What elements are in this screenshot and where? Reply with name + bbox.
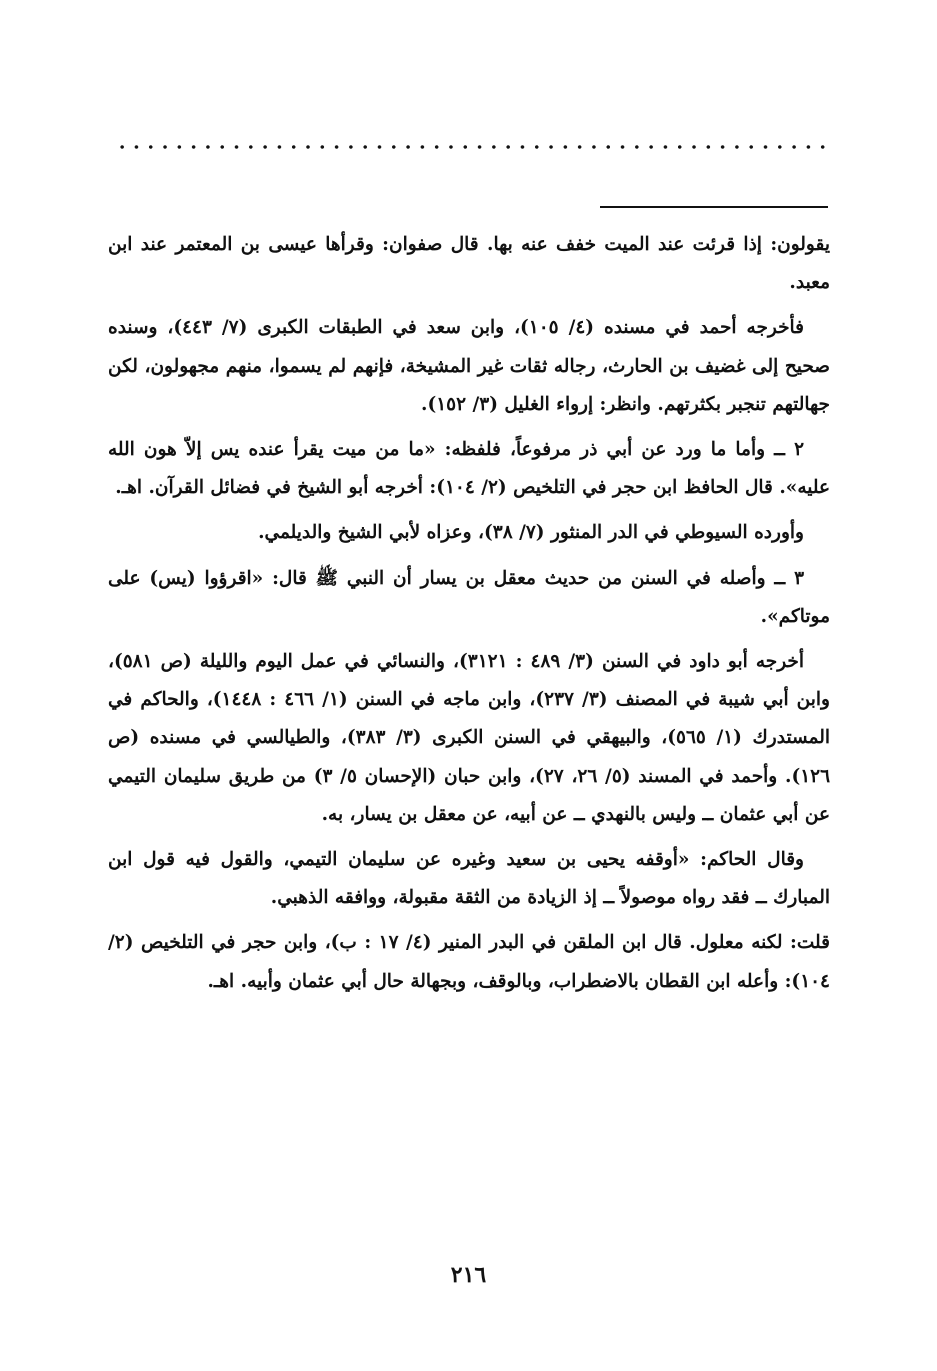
paragraph-6: أخرجه أبو داود في السنن (٣/ ٤٨٩ : ٣١٢١)، والنسائي في عمل اليوم والليلة (ص ٥٨١)، وابن أبي شيبة في المصنف (٣/ ٢٣٧)، وابن ماجه في السنن (١/ ٤٦٦ : ١٤٤٨)، والحاكم في المستدرك (١/ ٥٦٥)، والبيهقي في السنن الكبرى (٣/ ٣٨٣)، والطيالسي في مسنده (ص ١٢٦). وأحمد في المسند (٥/ ٢٦، ٢٧)، وابن حبان (الإحسان ٥/ ٣) من طريق سليمان التيمي عن أبي عثمان ــ وليس بالنهدي ــ عن أبيه، عن معقل بن يسار، به. <box>108 651 831 825</box>
paragraph-4: وأورده السيوطي في الدر المنثور (٧/ ٣٨)، وعزاه لأبي الشيخ والديلمي. <box>258 522 804 544</box>
paragraph-2: فأخرجه أحمد في مسنده (٤/ ١٠٥)، وابن سعد في الطبقات الكبرى (٧/ ٤٤٣)، وسنده صحيح إلى غضيف بن الحارث، رجاله ثقات غير المشيخة، فإنهم لم يسموا، منهم مجهولون، لكن جهالتهم تنجبر بكثرتهم. وانظر: إرواء الغليل (٣/ ١٥٢). <box>108 317 830 415</box>
dotted-separator <box>112 142 828 152</box>
footnote-text <box>108 226 830 1008</box>
paragraph-7: وقال الحاكم: «أوقفه يحيى بن سعيد وغيره عن سليمان التيمي، والقول فيه قول ابن المبارك ــ فقد رواه موصولاً ــ إذ الزيادة من الثقة مقبولة، ووافقه الذهبي. <box>108 849 830 909</box>
paragraph-5: ٣ ــ وأصله في السنن من حديث معقل بن يسار أن النبي ﷺ قال: «اقرؤوا (يس) على موتاكم». <box>108 567 830 627</box>
paragraph-8: قلت: لكنه معلول. قال ابن الملقن في البدر المنير (٤/ ١٧ : ب)، وابن حجر في التلخيص (٢/ ١٠٤): وأعله ابن القطان بالاضطراب، وبالوقف، وبجهالة حال أبي عثمان وأبيه. اهـ. <box>108 932 830 992</box>
page-number: ٢١٦ <box>450 1262 487 1288</box>
paragraph-3: ٢ ــ وأما ما ورد عن أبي ذر مرفوعاً، فلفظه: «ما من ميت يقرأ عنده يس إلاّ هون الله عليه». قال الحافظ ابن حجر في التلخيص (٢/ ١٠٤): أخرجه أبو الشيخ في فضائل القرآن. اهـ. <box>108 439 830 499</box>
footnote-rule <box>600 206 828 208</box>
paragraph-1: يقولون: إذا قرئت عند الميت خفف عنه بها. قال صفوان: وقرأها عيسى بن المعتمر عند ابن معبد. <box>108 234 830 294</box>
